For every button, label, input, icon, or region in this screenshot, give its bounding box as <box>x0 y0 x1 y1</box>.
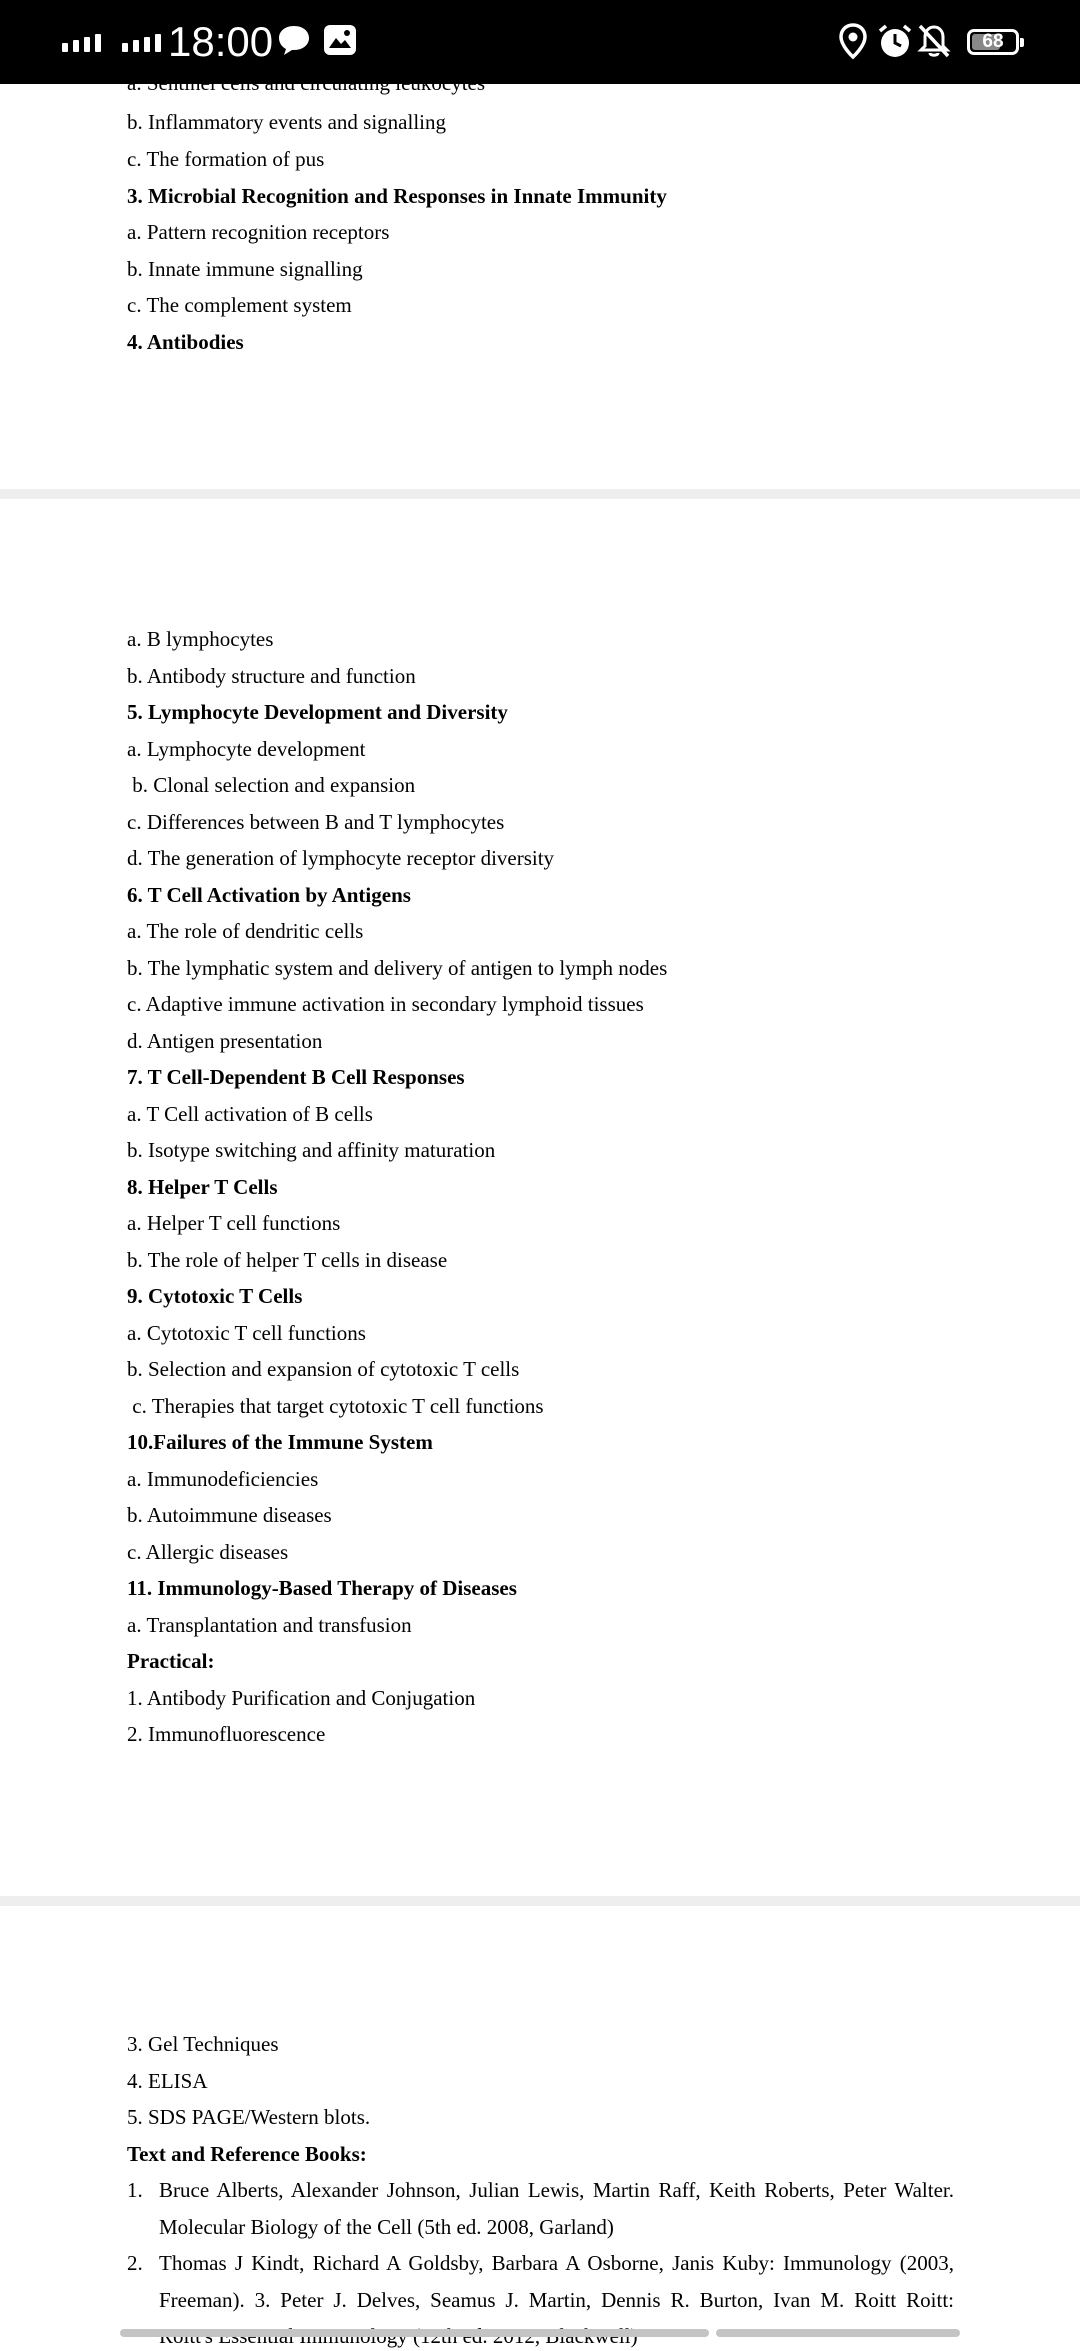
reference-number: 2. <box>127 2251 143 2275</box>
reference-number: 1. <box>127 2178 143 2202</box>
list-item: a. The role of dendritic cells <box>127 919 364 943</box>
status-bar <box>0 0 1080 84</box>
list-item: b. Isotype switching and affinity maturation <box>127 1138 496 1162</box>
reference-text: Bruce Alberts, Alexander Johnson, Julian Lewis, Martin Raff, Keith Roberts, Peter Walter. <box>159 2178 954 2202</box>
list-item: c. Differences between B and T lymphocytes <box>127 810 505 834</box>
list-item: 5. SDS PAGE/Western blots. <box>127 2105 371 2129</box>
horizontal-scrollbar-track[interactable] <box>716 2329 960 2337</box>
section-heading: 8. Helper T Cells <box>127 1175 278 1199</box>
list-item: a. B lymphocytes <box>127 627 274 651</box>
horizontal-scrollbar[interactable] <box>120 2329 709 2337</box>
list-item: b. Innate immune signalling <box>127 257 363 281</box>
reference-text: Thomas J Kindt, Richard A Goldsby, Barbara A Osborne, Janis Kuby: Immunology (2003, <box>159 2251 954 2275</box>
list-item: a. T Cell activation of B cells <box>127 1102 373 1126</box>
list-item: b. The role of helper T cells in disease <box>127 1248 448 1272</box>
page-divider <box>0 489 1080 499</box>
list-item: 4. ELISA <box>127 2069 208 2093</box>
section-heading: 11. Immunology-Based Therapy of Diseases <box>127 1576 517 1600</box>
reference-text: Molecular Biology of the Cell (5th ed. 2008, Garland) <box>159 2215 614 2239</box>
list-item: a. Lymphocyte development <box>127 737 366 761</box>
list-item: d. Antigen presentation <box>127 1029 323 1053</box>
list-item: b. Inflammatory events and signalling <box>127 110 447 134</box>
list-item: b. Antibody structure and function <box>127 664 416 688</box>
list-item: a. Helper T cell functions <box>127 1211 341 1235</box>
signal-icon <box>62 34 101 52</box>
bell-off-icon <box>916 22 952 60</box>
gallery-icon <box>322 22 358 58</box>
section-heading: 9. Cytotoxic T Cells <box>127 1284 303 1308</box>
location-icon <box>836 22 870 60</box>
list-item: c. Therapies that target cytotoxic T cell functions <box>127 1394 544 1418</box>
section-heading: 10.Failures of the Immune System <box>127 1430 433 1454</box>
list-item: b. Clonal selection and expansion <box>127 773 416 797</box>
list-item: 2. Immunofluorescence <box>127 1722 326 1746</box>
list-item: c. The formation of pus <box>127 147 325 171</box>
alarm-icon <box>876 22 914 60</box>
section-heading: 3. Microbial Recognition and Responses in Innate Immunity <box>127 184 667 208</box>
list-item: b. Selection and expansion of cytotoxic T cells <box>127 1357 520 1381</box>
section-heading: 5. Lymphocyte Development and Diversity <box>127 700 508 724</box>
section-heading: 6. T Cell Activation by Antigens <box>127 883 411 907</box>
list-item: b. The lymphatic system and delivery of antigen to lymph nodes <box>127 956 668 980</box>
list-item: 1. Antibody Purification and Conjugation <box>127 1686 476 1710</box>
list-item: b. Autoimmune diseases <box>127 1503 332 1527</box>
page-divider <box>0 1896 1080 1906</box>
list-item: a. Transplantation and transfusion <box>127 1613 412 1637</box>
section-heading: Text and Reference Books: <box>127 2142 367 2166</box>
battery-icon <box>967 29 1019 55</box>
chat-bubble-icon <box>276 22 312 58</box>
list-item: d. The generation of lymphocyte receptor diversity <box>127 846 555 870</box>
reference-text: Freeman). 3. Peter J. Delves, Seamus J. Martin, Dennis R. Burton, Ivan M. Roitt Roitt: <box>159 2288 954 2312</box>
list-item: c. Allergic diseases <box>127 1540 289 1564</box>
signal-icon <box>122 34 161 52</box>
section-heading: Practical: <box>127 1649 215 1673</box>
list-item: a. Immunodeficiencies <box>127 1467 319 1491</box>
clock: 18:00 <box>168 18 274 65</box>
list-item: c. The complement system <box>127 293 352 317</box>
battery-level: 68 <box>982 31 1004 52</box>
section-heading: 4. Antibodies <box>127 330 244 354</box>
list-item: a. Pattern recognition receptors <box>127 220 390 244</box>
list-item: 3. Gel Techniques <box>127 2032 279 2056</box>
section-heading: 7. T Cell-Dependent B Cell Responses <box>127 1065 465 1089</box>
list-item: a. Cytotoxic T cell functions <box>127 1321 366 1345</box>
list-item: c. Adaptive immune activation in secondary lymphoid tissues <box>127 992 644 1016</box>
